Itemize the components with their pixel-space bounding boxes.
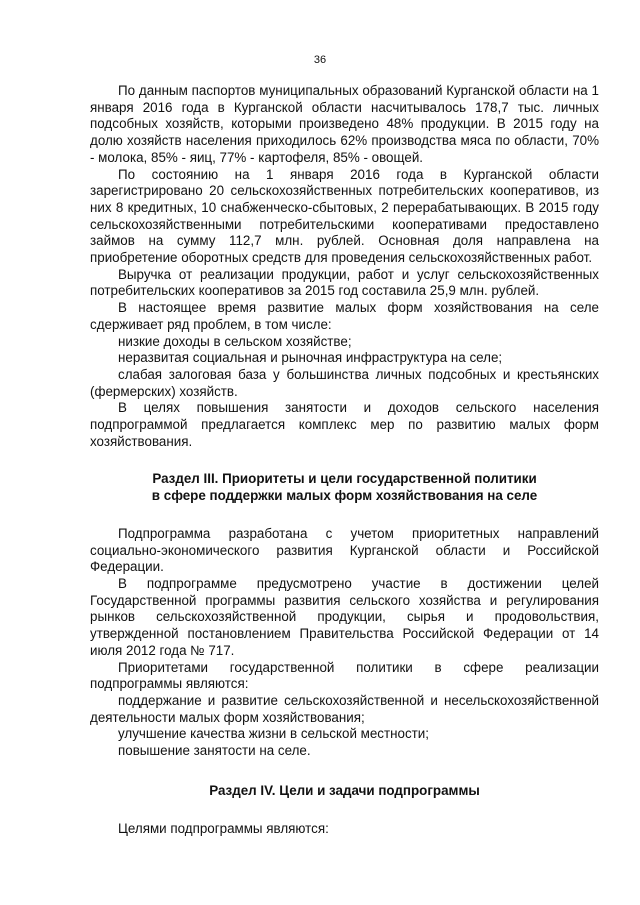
paragraph-revenue: Выручка от реализации продукции, работ и услуг сельскохозяйственных потребительских кооперативов за 2015 год составила 25,9 млн. рублей. <box>90 266 599 299</box>
section-heading-3-line2: в сфере поддержки малых форм хозяйствования на селе <box>151 488 538 504</box>
document-body <box>90 83 599 838</box>
list-item-problem: низкие доходы в сельском хозяйстве; <box>118 333 352 349</box>
list-item-priority: повышение занятости на селе. <box>118 743 311 759</box>
section-heading-4: Раздел IV. Цели и задачи подпрограммы <box>209 782 480 798</box>
list-item-priority: улучшение качества жизни в сельской местности; <box>118 726 430 742</box>
paragraph-problems-intro: В настоящее время развитие малых форм хозяйствования на селе сдерживает ряд проблем, в том числе: <box>90 300 599 332</box>
paragraph-state-program: В подпрограмме предусмотрено участие в достижении целей Государственной программы развития сельского хозяйства и регулирования рынков сельскохозяйственной продукции, сырья и продовольствия, утвержденной постановлением Правительства Российской Федерации от 14 июля 2012 года № 717. <box>90 575 599 658</box>
page-number: 36 <box>313 54 327 66</box>
paragraph-priorities-intro: Приоритетами государственной политики в сфере реализации подпрограммы являются: <box>90 659 599 692</box>
list-item-problem: неразвитая социальная и рыночная инфраструктура на селе; <box>118 350 503 366</box>
paragraph-measures: В целях повышения занятости и доходов сельского населения подпрограммой предлагается комплекс мер по развитию малых форм хозяйствования. <box>90 400 599 449</box>
list-item-priority: поддержание и развитие сельскохозяйственной и несельскохозяйственной деятельности малых форм хозяйствования; <box>90 692 599 725</box>
paragraph-cooperatives: По состоянию на 1 января 2016 года в Курганской области зарегистрировано 20 сельскохозяйственных потребительских кооперативов, из них 8 кредитных, 10 снабженческо-сбытовых, 2 перерабатывающих. В 2015 году сельскохозяйственными потребительскими кооперативами предоставлено займов на сумму 112,7 млн. рублей. Основная доля направлена на приобретение оборотных средств для проведения сельскохозяйственных работ. <box>90 166 599 266</box>
paragraph-private-farms: По данным паспортов муниципальных образований Курганской области на 1 января 2016 года в Курганской области насчитывалось 178,7 тыс. личных подсобных хозяйств, которыми произведено 48% продукции. В 2015 году на долю хозяйств населения приходилось 62% производства мяса по области, 70% - молока, 85% - яиц, 77% - картофеля, 85% - овощей. <box>90 83 599 165</box>
list-item-problem: слабая залоговая база у большинства личных подсобных и крестьянских (фермерских) хозяйств. <box>90 366 599 399</box>
paragraph-priorities-basis: Подпрограмма разработана с учетом приоритетных направлений социально-экономического развития Курганской области и Российской Федерации. <box>90 525 599 575</box>
section-heading-3-line1: Раздел III. Приоритеты и цели государственной политики <box>152 471 537 487</box>
paragraph-goals-intro: Целями подпрограммы являются: <box>118 821 329 837</box>
section-heading-3 <box>90 471 599 504</box>
